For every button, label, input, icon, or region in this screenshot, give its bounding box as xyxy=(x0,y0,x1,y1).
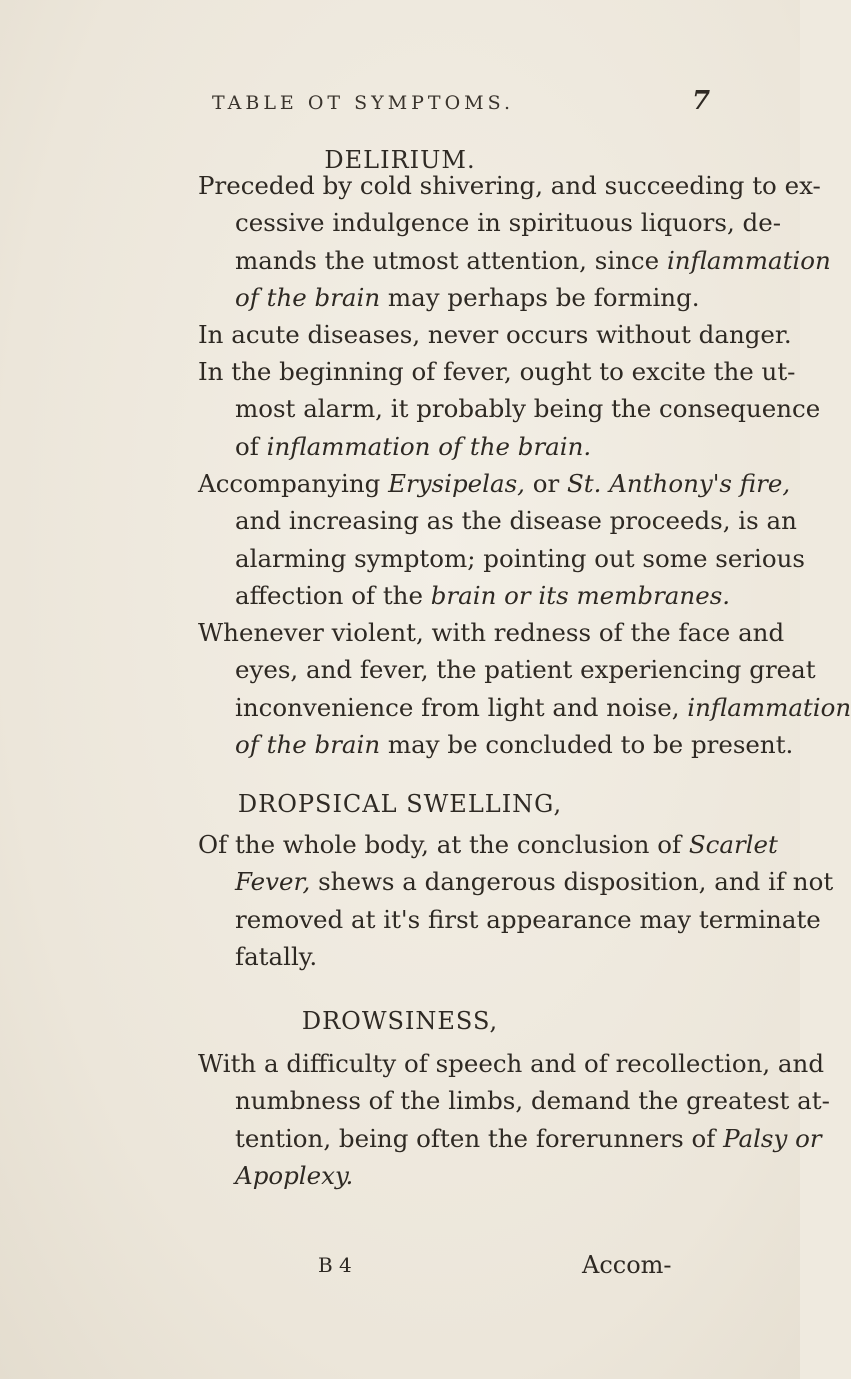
italic-text: inflammation of the brain. xyxy=(266,431,592,461)
italic-text: Scarlet xyxy=(688,830,778,859)
text-run: With a difficulty of speech and of recollection, and xyxy=(198,1049,825,1078)
text-line xyxy=(198,279,831,316)
running-head xyxy=(0,86,800,118)
italic-text: of the brain xyxy=(235,282,381,312)
text-line xyxy=(198,689,851,726)
catchword: Accom- xyxy=(582,1251,672,1279)
text-line xyxy=(198,1120,830,1157)
paragraph xyxy=(198,465,805,614)
text-run: In acute diseases, never occurs without danger. xyxy=(198,320,792,349)
text-line xyxy=(198,465,805,502)
italic-text: Palsy or xyxy=(723,1123,822,1153)
paragraph xyxy=(198,316,792,353)
italic-text: St. Anthony's fire, xyxy=(567,469,791,498)
section-heading-dropsical-swelling: DROPSICAL SWELLING, xyxy=(237,790,563,818)
text-run: affection of the xyxy=(235,580,431,610)
running-head-title: TABLE OT SYMPTOMS. xyxy=(212,92,515,114)
text-line xyxy=(198,242,831,279)
text-line xyxy=(198,204,831,241)
italic-text: brain or its membranes. xyxy=(430,580,731,610)
catchline xyxy=(0,1251,800,1285)
italic-text: Fever, xyxy=(235,867,311,897)
signature-mark: B 4 xyxy=(318,1253,352,1277)
paragraph xyxy=(198,167,831,316)
text-run: of xyxy=(235,431,267,461)
italic-text: inflammation xyxy=(666,245,831,275)
text-line xyxy=(198,167,831,204)
text-line xyxy=(198,540,805,577)
text-run: most alarm, it probably being the consequence xyxy=(235,394,821,424)
text-line xyxy=(198,428,820,465)
paragraph xyxy=(198,614,851,763)
text-run: numbness of the limbs, demand the greatest at- xyxy=(235,1086,830,1116)
text-run: Whenever violent, with redness of the face and xyxy=(198,618,785,647)
text-line xyxy=(198,726,851,763)
text-line xyxy=(198,1157,830,1194)
text-line xyxy=(198,938,833,975)
italic-text: of the brain xyxy=(235,729,381,759)
text-line xyxy=(198,651,851,688)
text-line xyxy=(198,1045,830,1082)
text-run: may be concluded to be present. xyxy=(380,729,794,759)
text-line xyxy=(198,390,820,427)
text-line xyxy=(198,826,833,863)
text-line xyxy=(198,353,820,390)
text-run: tention, being often the forerunners of xyxy=(235,1123,724,1153)
text-line xyxy=(198,577,805,614)
text-run: or xyxy=(524,469,568,498)
section-heading-delirium: DELIRIUM. xyxy=(324,146,476,174)
text-line xyxy=(198,502,805,539)
text-run: shews a dangerous disposition, and if not xyxy=(310,867,834,897)
text-line xyxy=(198,316,792,353)
text-line xyxy=(198,901,833,938)
text-run: and increasing as the disease proceeds, is an xyxy=(235,506,797,536)
text-run: may perhaps be forming. xyxy=(380,282,700,312)
page-number: 7 xyxy=(692,86,711,116)
text-line xyxy=(198,863,833,900)
text-run: In the beginning of fever, ought to excite the ut- xyxy=(198,357,796,386)
text-line xyxy=(198,614,851,651)
italic-text: inflammation xyxy=(687,692,851,722)
paragraph xyxy=(198,826,833,975)
text-run: removed at it's first appearance may terminate xyxy=(235,904,821,934)
italic-text: Apoplexy. xyxy=(235,1160,354,1190)
text-run: eyes, and fever, the patient experiencing great xyxy=(235,655,816,685)
text-run: inconvenience from light and noise, xyxy=(235,692,688,722)
text-run: fatally. xyxy=(235,941,318,971)
text-run: alarming symptom; pointing out some serious xyxy=(235,543,805,573)
text-run: Preceded by cold shivering, and succeeding to ex- xyxy=(198,171,821,200)
text-run: Accompanying xyxy=(198,469,389,498)
paragraph xyxy=(198,1045,830,1194)
text-run: cessive indulgence in spirituous liquors, de- xyxy=(235,208,781,238)
section-heading-drowsiness: DROWSINESS, xyxy=(301,1007,499,1035)
text-run: mands the utmost attention, since xyxy=(235,245,667,275)
italic-text: Erysipelas, xyxy=(388,469,525,498)
paragraph xyxy=(198,353,820,465)
text-run: Of the whole body, at the conclusion of xyxy=(198,830,689,859)
text-line xyxy=(198,1082,830,1119)
